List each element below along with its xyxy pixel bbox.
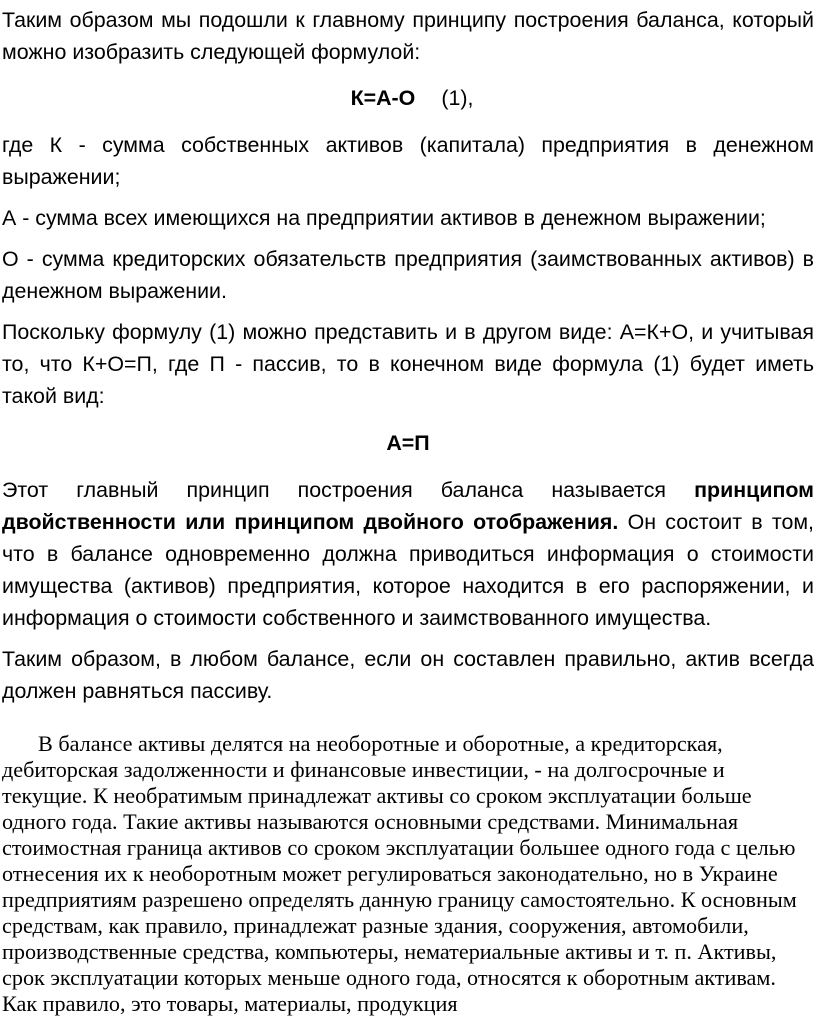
paragraph-alternate-form: Поскольку формулу (1) можно представить и в другом виде: А=К+О, и учитывая то, что К+О=П, где П - пассив, то в конечном виде формула (1) будет иметь такой вид: — [2, 320, 814, 408]
paragraph-definition-a: А - сумма всех имеющихся на предприятии активов в денежном выражении; — [2, 206, 766, 230]
paragraph-definition-k: где К - сумма собственных активов (капитала) предприятия в денежном выражении; — [2, 133, 814, 189]
paragraph-intro: Таким образом мы подошли к главному принципу построения баланса, который можно изобразить следующей формулой: — [2, 8, 814, 64]
paragraph-conclusion: Таким образом, в любом балансе, если он составлен правильно, актив всегда должен равняться пассиву. — [2, 647, 814, 703]
principle-rest-text: Он состоит в том, что в балансе одновременно должна приводиться информация о стоимости имущества (активов) предприятия, которое находится в его распоряжении, и информация о стоимости собственного и заимствованного имущества. — [2, 510, 814, 630]
formula-1 — [2, 82, 814, 114]
principle-bold-term: принципом двойственности или принципом двойного отображения. — [2, 478, 814, 534]
principle-lead-text: Этот главный принцип построения баланса называется — [2, 478, 695, 502]
document-page — [0, 4, 816, 1035]
paragraph-principle — [2, 474, 814, 634]
paragraph-definition-o: О - сумма кредиторских обязательств предприятия (заимствованных активов) в денежном выражении. — [2, 247, 814, 303]
formula-1-number: (1), — [441, 86, 474, 110]
formula-2: А=П — [386, 431, 430, 455]
paragraph-assets-classification: В балансе активы делятся на необоротные и оборотные, а кредиторская, дебиторская задолженности и финансовые инвестиции, - на долгосрочные и текущие. К необратимым принадлежат активы со сроком эксплуатации больше одного года. Такие активы называются основными средствами. Минимальная стоимостная граница активов со сроком эксплуатации большее одного года с целью отнесения их к необоротным может регулироваться законодательно, но в Украине предприятиям разрешено определять данную границу самостоятельно. К основным средствам, как правило, принадлежат разные здания, сооружения, автомобили, производственные средства, компьютеры, нематериальные активы и т. п. Активы, срок эксплуатации которых меньше одного года, относятся к оборотным активам. Как правило, это товары, материалы, продукция — [2, 731, 797, 1016]
formula-1-expression: К=А-О — [350, 86, 416, 110]
